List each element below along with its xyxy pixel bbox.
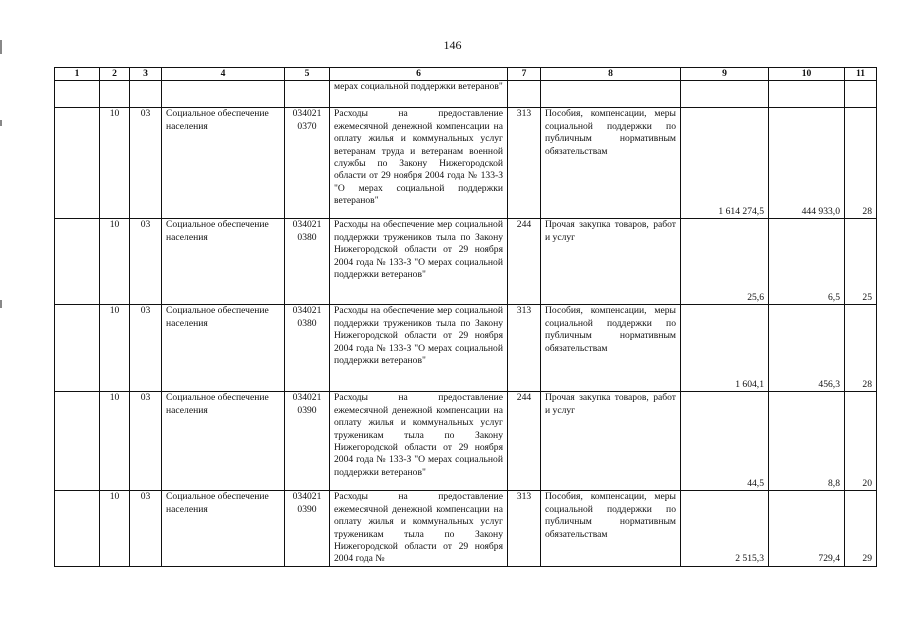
table-row — [55, 491, 877, 566]
percent-col11: 20 — [845, 392, 877, 491]
amount-col10: 456,3 — [769, 305, 845, 392]
column-header: 5 — [285, 68, 330, 81]
column-header: 7 — [508, 68, 541, 81]
expense-type-code: 244 — [508, 392, 541, 491]
header-row — [55, 68, 877, 81]
column-header: 10 — [769, 68, 845, 81]
section-code: 10 — [100, 108, 130, 219]
section-name: Социальное обеспечение населения — [162, 305, 285, 392]
section-code: 10 — [100, 392, 130, 491]
expense-description: Расходы на предоставление ежемесячной денежной компенсации на оплату жилья и коммунальных услуг труженикам тыла по Закону Нижегородской области от 29 ноября 2004 года № 133-З "О мерах социальной поддержки ветеранов" — [330, 392, 508, 491]
cell-col1 — [55, 305, 100, 392]
cell-col1 — [55, 392, 100, 491]
amount-col10: 729,4 — [769, 491, 845, 566]
margin-mark — [0, 300, 2, 308]
column-header: 11 — [845, 68, 877, 81]
expense-type-name: Пособия, компенсации, меры социальной поддержки по публичным нормативным обязательствам — [541, 491, 681, 566]
expense-description: Расходы на предоставление ежемесячной денежной компенсации на оплату жилья и коммунальных услуг труженикам тыла по Закону Нижегородской области от 29 ноября 2004 года № — [330, 491, 508, 566]
section-code: 10 — [100, 491, 130, 566]
subsection-code: 03 — [130, 108, 162, 219]
column-header: 1 — [55, 68, 100, 81]
section-code: 10 — [100, 219, 130, 305]
target-code: 034021 0380 — [285, 305, 330, 392]
subsection-code: 03 — [130, 219, 162, 305]
target-code: 034021 0390 — [285, 491, 330, 566]
subsection-code: 03 — [130, 491, 162, 566]
target-code: 034021 0370 — [285, 108, 330, 219]
section-name: Социальное обеспечение населения — [162, 219, 285, 305]
table-row — [55, 305, 877, 392]
column-header: 6 — [330, 68, 508, 81]
amount-col9: 2 515,3 — [681, 491, 769, 566]
amount-col9: 1 614 274,5 — [681, 108, 769, 219]
expense-type-name: Пособия, компенсации, меры социальной поддержки по публичным нормативным обязательствам — [541, 108, 681, 219]
page-number: 146 — [443, 38, 462, 52]
expense-type-name: Прочая закупка товаров, работ и услуг — [541, 219, 681, 305]
amount-col9: 25,6 — [681, 219, 769, 305]
cell-col1 — [55, 219, 100, 305]
percent-col11: 28 — [845, 305, 877, 392]
amount-col10: 6,5 — [769, 219, 845, 305]
section-name: Социальное обеспечение населения — [162, 491, 285, 566]
percent-col11: 25 — [845, 219, 877, 305]
column-header: 9 — [681, 68, 769, 81]
amount-col10: 8,8 — [769, 392, 845, 491]
cell-col1 — [55, 108, 100, 219]
section-name: Социальное обеспечение населения — [162, 108, 285, 219]
table-row — [55, 108, 877, 219]
expense-type-code: 313 — [508, 305, 541, 392]
budget-table — [54, 67, 877, 567]
percent-col11: 29 — [845, 491, 877, 566]
amount-col9: 1 604,1 — [681, 305, 769, 392]
expense-description: Расходы на предоставление ежемесячной денежной компенсации на оплату жилья и коммунальных услуг ветеранам труда и ветеранам военной службы по Закону Нижегородской области от 29 ноября 2004 года № 133-З "О мерах социальной поддержки ветеранов" — [330, 108, 508, 219]
amount-col10: 444 933,0 — [769, 108, 845, 219]
column-header: 4 — [162, 68, 285, 81]
subsection-code: 03 — [130, 392, 162, 491]
expense-type-name: Прочая закупка товаров, работ и услуг — [541, 392, 681, 491]
target-code: 034021 0380 — [285, 219, 330, 305]
target-code: 034021 0390 — [285, 392, 330, 491]
table-row — [55, 219, 877, 305]
expense-description: Расходы на обеспечение мер социальной поддержки тружеников тыла по Закону Нижегородской области от 29 ноября 2004 года № 133-З "О мерах социальной поддержки ветеранов" — [330, 305, 508, 392]
table-row — [55, 392, 877, 491]
column-header: 2 — [100, 68, 130, 81]
expense-description: мерах социальной поддержки ветеранов" — [330, 81, 508, 108]
cell-col1 — [55, 491, 100, 566]
percent-col11: 28 — [845, 108, 877, 219]
section-code: 10 — [100, 305, 130, 392]
margin-mark — [0, 120, 2, 126]
column-header: 3 — [130, 68, 162, 81]
amount-col9: 44,5 — [681, 392, 769, 491]
continuation-row — [55, 81, 877, 108]
expense-type-code: 244 — [508, 219, 541, 305]
subsection-code: 03 — [130, 305, 162, 392]
expense-type-name: Пособия, компенсации, меры социальной поддержки по публичным нормативным обязательствам — [541, 305, 681, 392]
expense-description: Расходы на обеспечение мер социальной поддержки тружеников тыла по Закону Нижегородской области от 29 ноября 2004 года № 133-З "О мерах социальной поддержки ветеранов" — [330, 219, 508, 305]
expense-type-code: 313 — [508, 108, 541, 219]
column-header: 8 — [541, 68, 681, 81]
expense-type-code: 313 — [508, 491, 541, 566]
section-name: Социальное обеспечение населения — [162, 392, 285, 491]
